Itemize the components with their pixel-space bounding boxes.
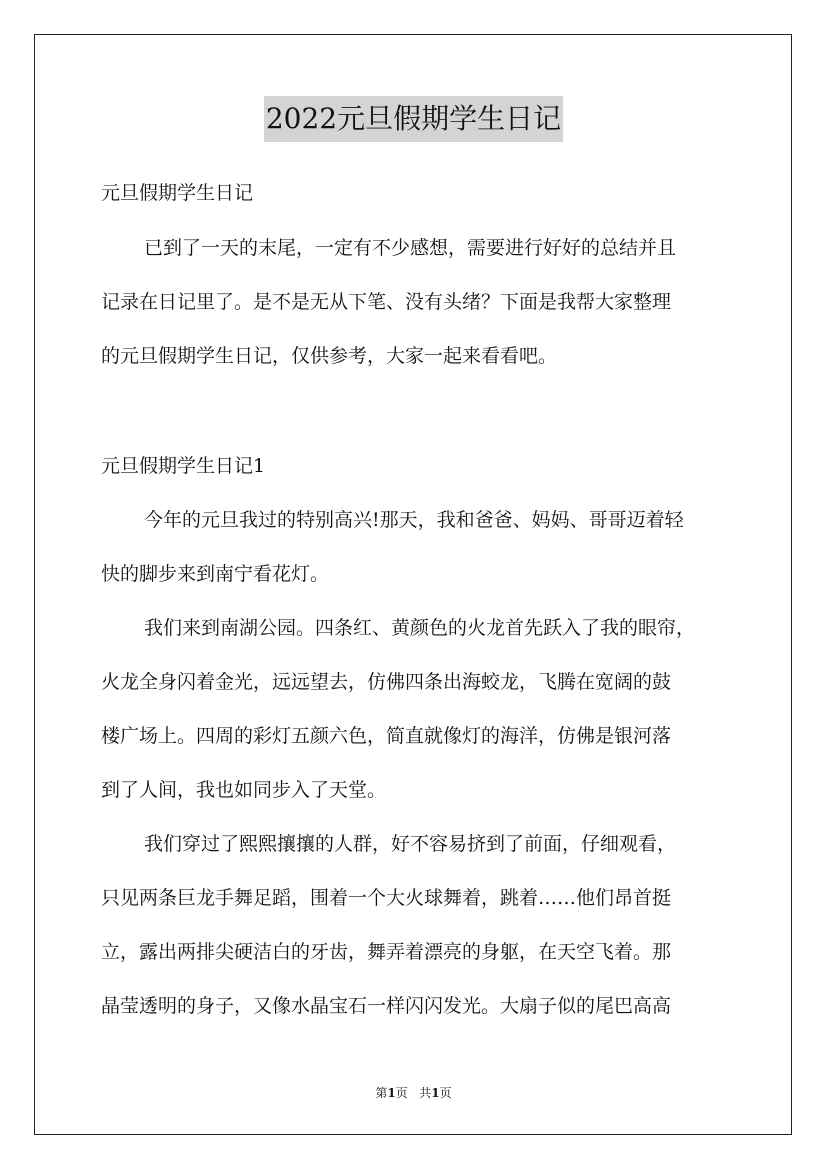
body-line: 今年的元旦我过的特别高兴!那天，我和爸爸、妈妈、哥哥迈着轻 bbox=[144, 509, 684, 531]
section-heading: 元旦假期学生日记 bbox=[101, 182, 254, 204]
intro-line: 已到了一天的末尾，一定有不少感想，需要进行好好的总结并且 bbox=[144, 237, 677, 259]
document-title: 2022元旦假期学生日记 bbox=[264, 96, 563, 142]
intro-line: 记录在日记里了。是不是无从下笔、没有头绪？下面是我帮大家整理 bbox=[101, 291, 672, 313]
footer-page-prefix: 第 bbox=[375, 1086, 388, 1100]
footer-total-number: 1 bbox=[431, 1086, 440, 1100]
title-container bbox=[0, 96, 827, 142]
body-line: 我们穿过了熙熙攘攘的人群，好不容易挤到了前面，仔细观看， bbox=[144, 833, 677, 855]
body-line: 只见两条巨龙手舞足蹈，围着一个大火球舞着，跳着……他们昂首挺 bbox=[101, 887, 672, 909]
intro-line: 的元旦假期学生日记，仅供参考，大家一起来看看吧。 bbox=[101, 345, 558, 367]
footer-page-number: 1 bbox=[387, 1086, 396, 1100]
page-footer bbox=[0, 1085, 827, 1101]
body-line: 楼广场上。四周的彩灯五颜六色，简直就像灯的海洋，仿佛是银河落 bbox=[101, 725, 672, 747]
footer-total-suffix: 页 bbox=[439, 1086, 452, 1100]
body-line: 快的脚步来到南宁看花灯。 bbox=[101, 563, 330, 585]
body-line: 火龙全身闪着金光，远远望去，仿佛四条出海蛟龙，飞腾在宽阔的鼓 bbox=[101, 671, 672, 693]
body-line: 我们来到南湖公园。四条红、黄颜色的火龙首先跃入了我的眼帘， bbox=[144, 617, 696, 639]
body-line: 立，露出两排尖硬洁白的牙齿，舞弄着漂亮的身躯，在天空飞着。那 bbox=[101, 941, 672, 963]
body-line: 到了人间，我也如同步入了天堂。 bbox=[101, 779, 387, 801]
footer-page-suffix: 页 bbox=[395, 1086, 408, 1100]
section-heading: 元旦假期学生日记1 bbox=[101, 455, 266, 477]
footer-total-prefix: 共 bbox=[419, 1086, 432, 1100]
body-line: 晶莹透明的身子，又像水晶宝石一样闪闪发光。大扇子似的尾巴高高 bbox=[101, 995, 672, 1017]
